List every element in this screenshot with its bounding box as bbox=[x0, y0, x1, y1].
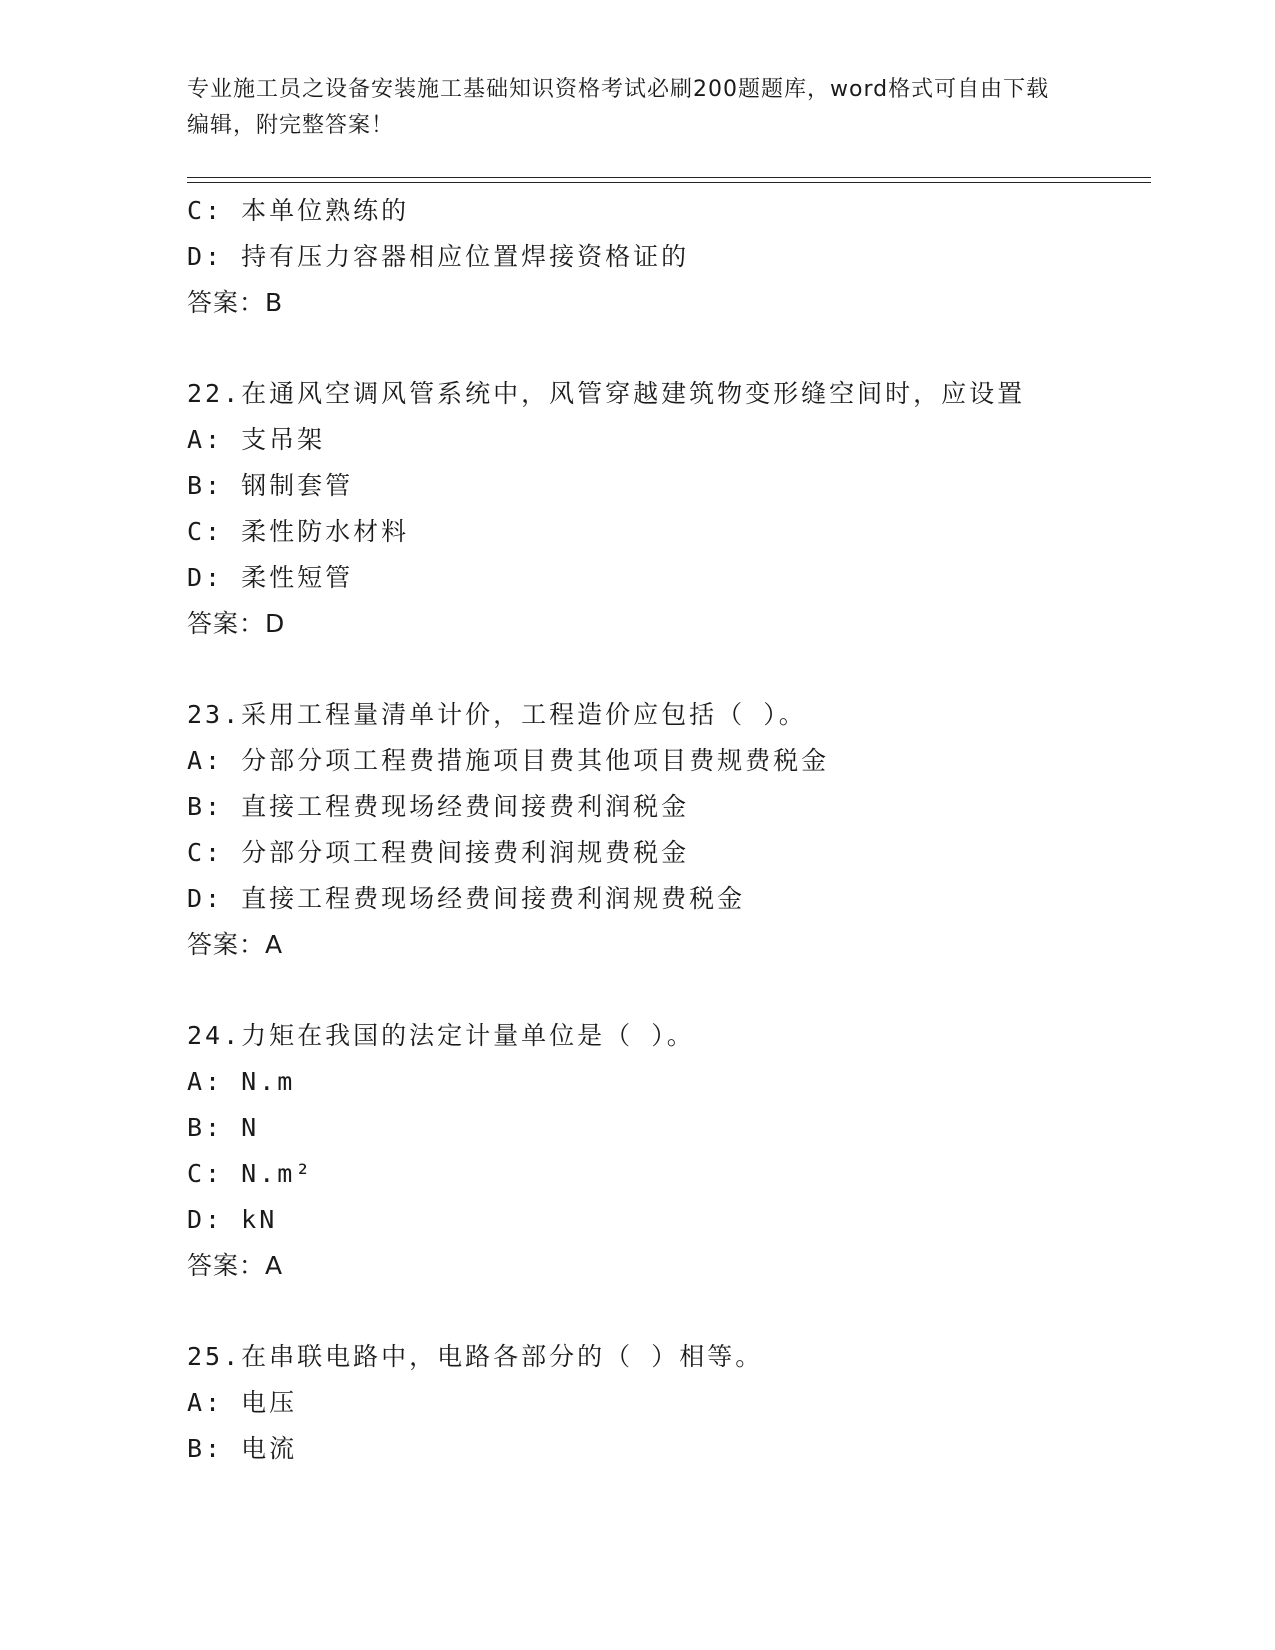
option-line: C: 柔性防水材料 bbox=[187, 517, 410, 546]
header-rule-top bbox=[187, 177, 1151, 178]
question-text: 22.在通风空调风管系统中，风管穿越建筑物变形缝空间时，应设置 bbox=[187, 379, 1026, 408]
answer-line: 答案：B bbox=[187, 288, 284, 317]
answer-line: 答案：D bbox=[187, 609, 286, 638]
option-line: D: 直接工程费现场经费间接费利润规费税金 bbox=[187, 884, 746, 913]
answer-line: 答案：A bbox=[187, 930, 284, 959]
option-line: A: 支吊架 bbox=[187, 425, 326, 454]
option-line: D: 持有压力容器相应位置焊接资格证的 bbox=[187, 242, 690, 271]
option-line: B: 钢制套管 bbox=[187, 471, 354, 500]
option-line: D: kN bbox=[187, 1205, 278, 1234]
option-line: B: N bbox=[187, 1113, 260, 1142]
header-rule-bottom bbox=[187, 182, 1151, 183]
option-line: C: 分部分项工程费间接费利润规费税金 bbox=[187, 838, 690, 867]
question-list bbox=[187, 188, 1167, 1472]
option-line: C: 本单位熟练的 bbox=[187, 196, 410, 225]
option-line: B: 直接工程费现场经费间接费利润税金 bbox=[187, 792, 690, 821]
option-line: A: 分部分项工程费措施项目费其他项目费规费税金 bbox=[187, 746, 830, 775]
option-line: D: 柔性短管 bbox=[187, 563, 354, 592]
option-line: A: 电压 bbox=[187, 1388, 298, 1417]
document-header: 专业施工员之设备安装施工基础知识资格考试必刷200题题库，word格式可自由下载编辑，附完整答案！ bbox=[187, 77, 1050, 138]
option-line: A: N.m bbox=[187, 1067, 296, 1096]
question-text: 25.在串联电路中，电路各部分的（ ）相等。 bbox=[187, 1342, 764, 1371]
question-text: 24.力矩在我国的法定计量单位是（ ）。 bbox=[187, 1021, 695, 1050]
option-line: B: 电流 bbox=[187, 1434, 298, 1463]
option-line: C: N.m² bbox=[187, 1159, 314, 1188]
question-text: 23.采用工程量清单计价，工程造价应包括（ ）。 bbox=[187, 700, 807, 729]
answer-line: 答案：A bbox=[187, 1251, 284, 1280]
